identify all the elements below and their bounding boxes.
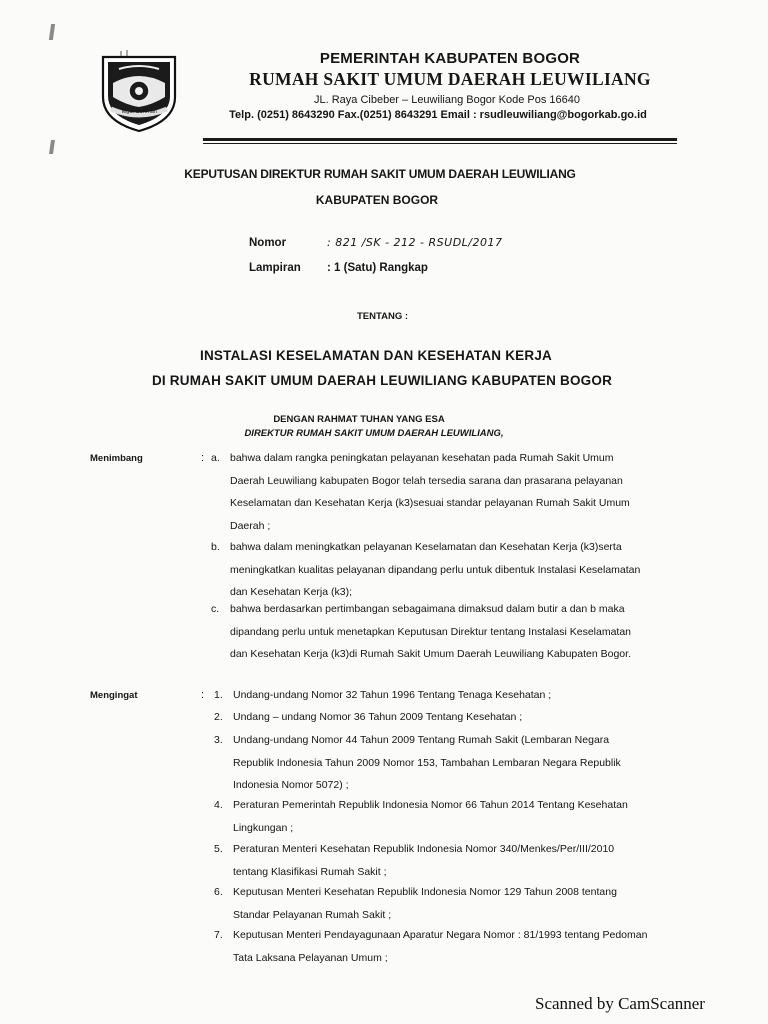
menimbang-item [211, 536, 672, 604]
letterhead [180, 50, 720, 121]
decree-title-regency: KABUPATEN BOGOR [315, 193, 439, 207]
item-marker: a. [211, 452, 220, 464]
hospital-name: RUMAH SAKIT UMUM DAERAH LEUWILIANG [249, 69, 651, 89]
mengingat-item [214, 729, 673, 797]
decree-title: KEPUTUSAN DIREKTUR RUMAH SAKIT UMUM DAERAH LEUWILIANG [184, 167, 576, 181]
nomor-label: Nomor [249, 237, 287, 249]
mengingat-item [214, 881, 673, 926]
item-line: bahwa dalam rangka peningkatan pelayanan kesehatan pada Rumah Sakit Umum [230, 452, 614, 464]
rahmat-line: DENGAN RAHMAT TUHAN YANG ESA [273, 414, 445, 425]
hospital-address: JL. Raya Cibeber – Leuwiliang Bogor Kode Pos 16640 [313, 94, 580, 106]
item-line: Indonesia Nomor 5072) ; [233, 779, 349, 791]
item-line: meningkatkan kualitas pelayanan dipandang perlu untuk dibentuk Instalasi Keselamatan [230, 563, 641, 576]
letterhead-rule-thin [203, 143, 677, 144]
item-line: bahwa dalam meningkatkan pelayanan Keselamatan dan Kesehatan Kerja (k3)serta [230, 541, 622, 553]
item-marker: 4. [214, 799, 223, 811]
item-line: Tata Laksana Pelayanan Umum ; [233, 951, 388, 964]
hospital-contact: Telp. (0251) 8643290 Fax.(0251) 8643291 Email : rsudleuwiliang@bogorkab.go.id [229, 109, 647, 121]
item-line: dan Kesehatan Kerja (k3); [230, 586, 352, 598]
lampiran-row [249, 262, 428, 274]
government-name: PEMERINTAH KABUPATEN BOGOR [319, 50, 581, 67]
item-line: Peraturan Pemerintah Republik Indonesia Nomor 66 Tahun 2014 Tentang Kesehatan [233, 799, 628, 811]
item-marker: 6. [214, 886, 223, 898]
item-marker: 1. [214, 689, 223, 701]
item-marker: 3. [214, 734, 223, 746]
item-line: Peraturan Menteri Kesehatan Republik Indonesia Nomor 340/Menkes/Per/III/2010 [233, 843, 615, 855]
item-line: Undang-undang Nomor 32 Tahun 1996 Tentang Tenaga Kesehatan ; [233, 689, 552, 701]
item-line: Undang – undang Nomor 36 Tahun 2009 Tentang Kesehatan ; [233, 711, 523, 723]
item-marker: c. [211, 603, 220, 615]
subject-line-1: INSTALASI KESELAMATAN DAN KESEHATAN KERJA [200, 348, 552, 363]
letterhead-rule-thick [203, 138, 677, 141]
subject-line-2: DI RUMAH SAKIT UMUM DAERAH LEUWILIANG KABUPATEN BOGOR [151, 373, 613, 388]
item-line: tentang Klasifikasi Rumah Sakit ; [233, 865, 387, 878]
menimbang-label: Menimbang [90, 453, 143, 464]
scan-artifact [49, 24, 55, 40]
mengingat-item [214, 794, 673, 839]
lampiran-value: : 1 (Satu) Rangkap [327, 262, 428, 274]
item-line: Daerah ; [230, 519, 271, 532]
lampiran-label: Lampiran [249, 262, 301, 274]
item-line: Undang-undang Nomor 44 Tahun 2009 Tentang Rumah Sakit (Lembaran Negara [233, 734, 610, 746]
item-marker: 7. [214, 929, 223, 941]
tentang-heading: TENTANG : [357, 311, 409, 322]
item-line: dipandang perlu untuk menetapkan Keputusan Direktur tentang Instalasi Keselamatan [230, 625, 632, 638]
item-marker: 2. [214, 711, 223, 723]
item-line: Standar Pelayanan Rumah Sakit ; [233, 908, 392, 921]
menimbang-item [211, 598, 672, 666]
item-line: Daerah Leuwiliang kabupaten Bogor telah tersedia sarana dan prasarana pelayanan [230, 474, 623, 487]
scan-artifact [49, 140, 55, 154]
mengingat-item [214, 684, 673, 707]
mengingat-label: Mengingat [90, 690, 138, 701]
direktur-line: DIREKTUR RUMAH SAKIT UMUM DAERAH LEUWILIANG, [244, 428, 504, 439]
item-line: Keselamatan dan Kesehatan Kerja (k3)sesuai standar pelayanan Rumah Sakit Umum [230, 497, 630, 509]
nomor-row [249, 236, 503, 249]
item-marker: b. [211, 541, 220, 553]
item-line: Keputusan Menteri Kesehatan Republik Indonesia Nomor 129 Tahun 2008 tentang [233, 886, 617, 898]
item-line: Lingkungan ; [233, 821, 294, 834]
mengingat-colon: : [201, 689, 205, 701]
item-line: dan Kesehatan Kerja (k3)di Rumah Sakit Umum Daerah Leuwiliang Kabupaten Bogor. [230, 648, 631, 660]
emblem-motto: Tegar Beriman [120, 109, 158, 115]
menimbang-colon: : [201, 452, 205, 464]
mengingat-item [214, 838, 673, 883]
camscanner-watermark: Scanned by CamScanner [535, 994, 705, 1013]
item-line: Republik Indonesia Tahun 2009 Nomor 153, Tambahan Lembaran Negara Republik [233, 756, 621, 769]
mengingat-item [214, 924, 673, 969]
nomor-value: : 821 /SK - 212 - RSUDL/2017 [327, 236, 503, 249]
mengingat-item [214, 706, 673, 729]
menimbang-item [211, 447, 672, 537]
item-marker: 5. [214, 843, 223, 855]
item-line: bahwa berdasarkan pertimbangan sebagaimana dimaksud dalam butir a dan b maka [230, 603, 625, 615]
item-line: Keputusan Menteri Pendayagunaan Aparatur Negara Nomor : 81/1993 tentang Pedoman [233, 929, 648, 941]
